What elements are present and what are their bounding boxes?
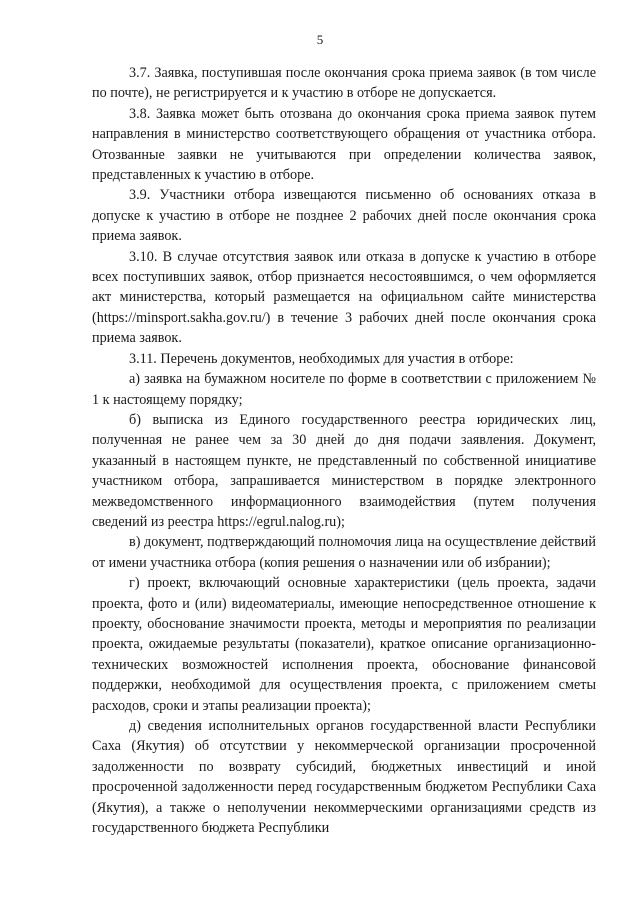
paragraph-3-7: 3.7. Заявка, поступившая после окончания срока приема заявок (в том числе по почте), не регистрируется и к участию в отборе не допускается. <box>92 65 596 102</box>
page-number: 5 <box>316 32 324 47</box>
document-body <box>92 63 596 838</box>
paragraph-3-10: 3.10. В случае отсутствия заявок или отказа в допуске к участию в отборе всех поступивших заявок, отбор признается несостоявшимся, о чем оформляется акт министерства, который размещается на официальном сайте министерства (https://minsport.sakha.gov.ru/) в течение 3 рабочих дней после окончания срока приема заявок. <box>92 248 596 347</box>
list-item-a: а) заявка на бумажном носителе по форме в соответствии с приложением № 1 к настоящему порядку; <box>92 371 596 408</box>
list-item-v: в) документ, подтверждающий полномочия лица на осуществление действий от имени участника отбора (копия решения о назначении или об избрании); <box>92 534 596 571</box>
paragraph-3-11: 3.11. Перечень документов, необходимых для участия в отборе: <box>129 350 514 367</box>
list-item-g: г) проект, включающий основные характеристики (цель проекта, задачи проекта, фото и (или) видеоматериалы, имеющие непосредственное отношение к проекту, обоснование значимости проекта, методы и мероприятия по реализации проекта, ожидаемые результаты (показатели), краткое описание организационно-технических возможностей исполнения проекта, обоснование финансовой поддержки, необходимой для осуществления проекта, с приложением сметы расходов, сроки и этапы реализации проекта); <box>92 575 596 714</box>
list-item-d: д) сведения исполнительных органов государственной власти Республики Саха (Якутия) об отсутствии у некоммерческой организации просроченной задолженности по возврату субсидий, бюджетных инвестиций и иной просроченной задолженности перед государственным бюджетом Республики Саха (Якутия), а также о неполучении некоммерческими организациями средств из государственного бюджета Республики <box>92 718 596 837</box>
paragraph-3-9: 3.9. Участники отбора извещаются письменно об основаниях отказа в допуске к участию в отборе не позднее 2 рабочих дней после окончания срока приема заявок. <box>92 187 596 245</box>
paragraph-3-8: 3.8. Заявка может быть отозвана до окончания срока приема заявок путем направления в министерство соответствующего обращения от участника отбора. Отозванные заявки не учитываются при определении количества заявок, представленных к участию в отборе. <box>92 105 596 184</box>
list-item-b: б) выписка из Единого государственного реестра юридических лиц, полученная не ранее чем за 30 дней до дня подачи заявления. Документ, указанный в настоящем пункте, не представленный по собственной инициативе участником отбора, запрашивается министерством в порядке электронного межведомственного информационного взаимодействия (путем получения сведений из реестра https://egrul.nalog.ru); <box>92 411 596 530</box>
